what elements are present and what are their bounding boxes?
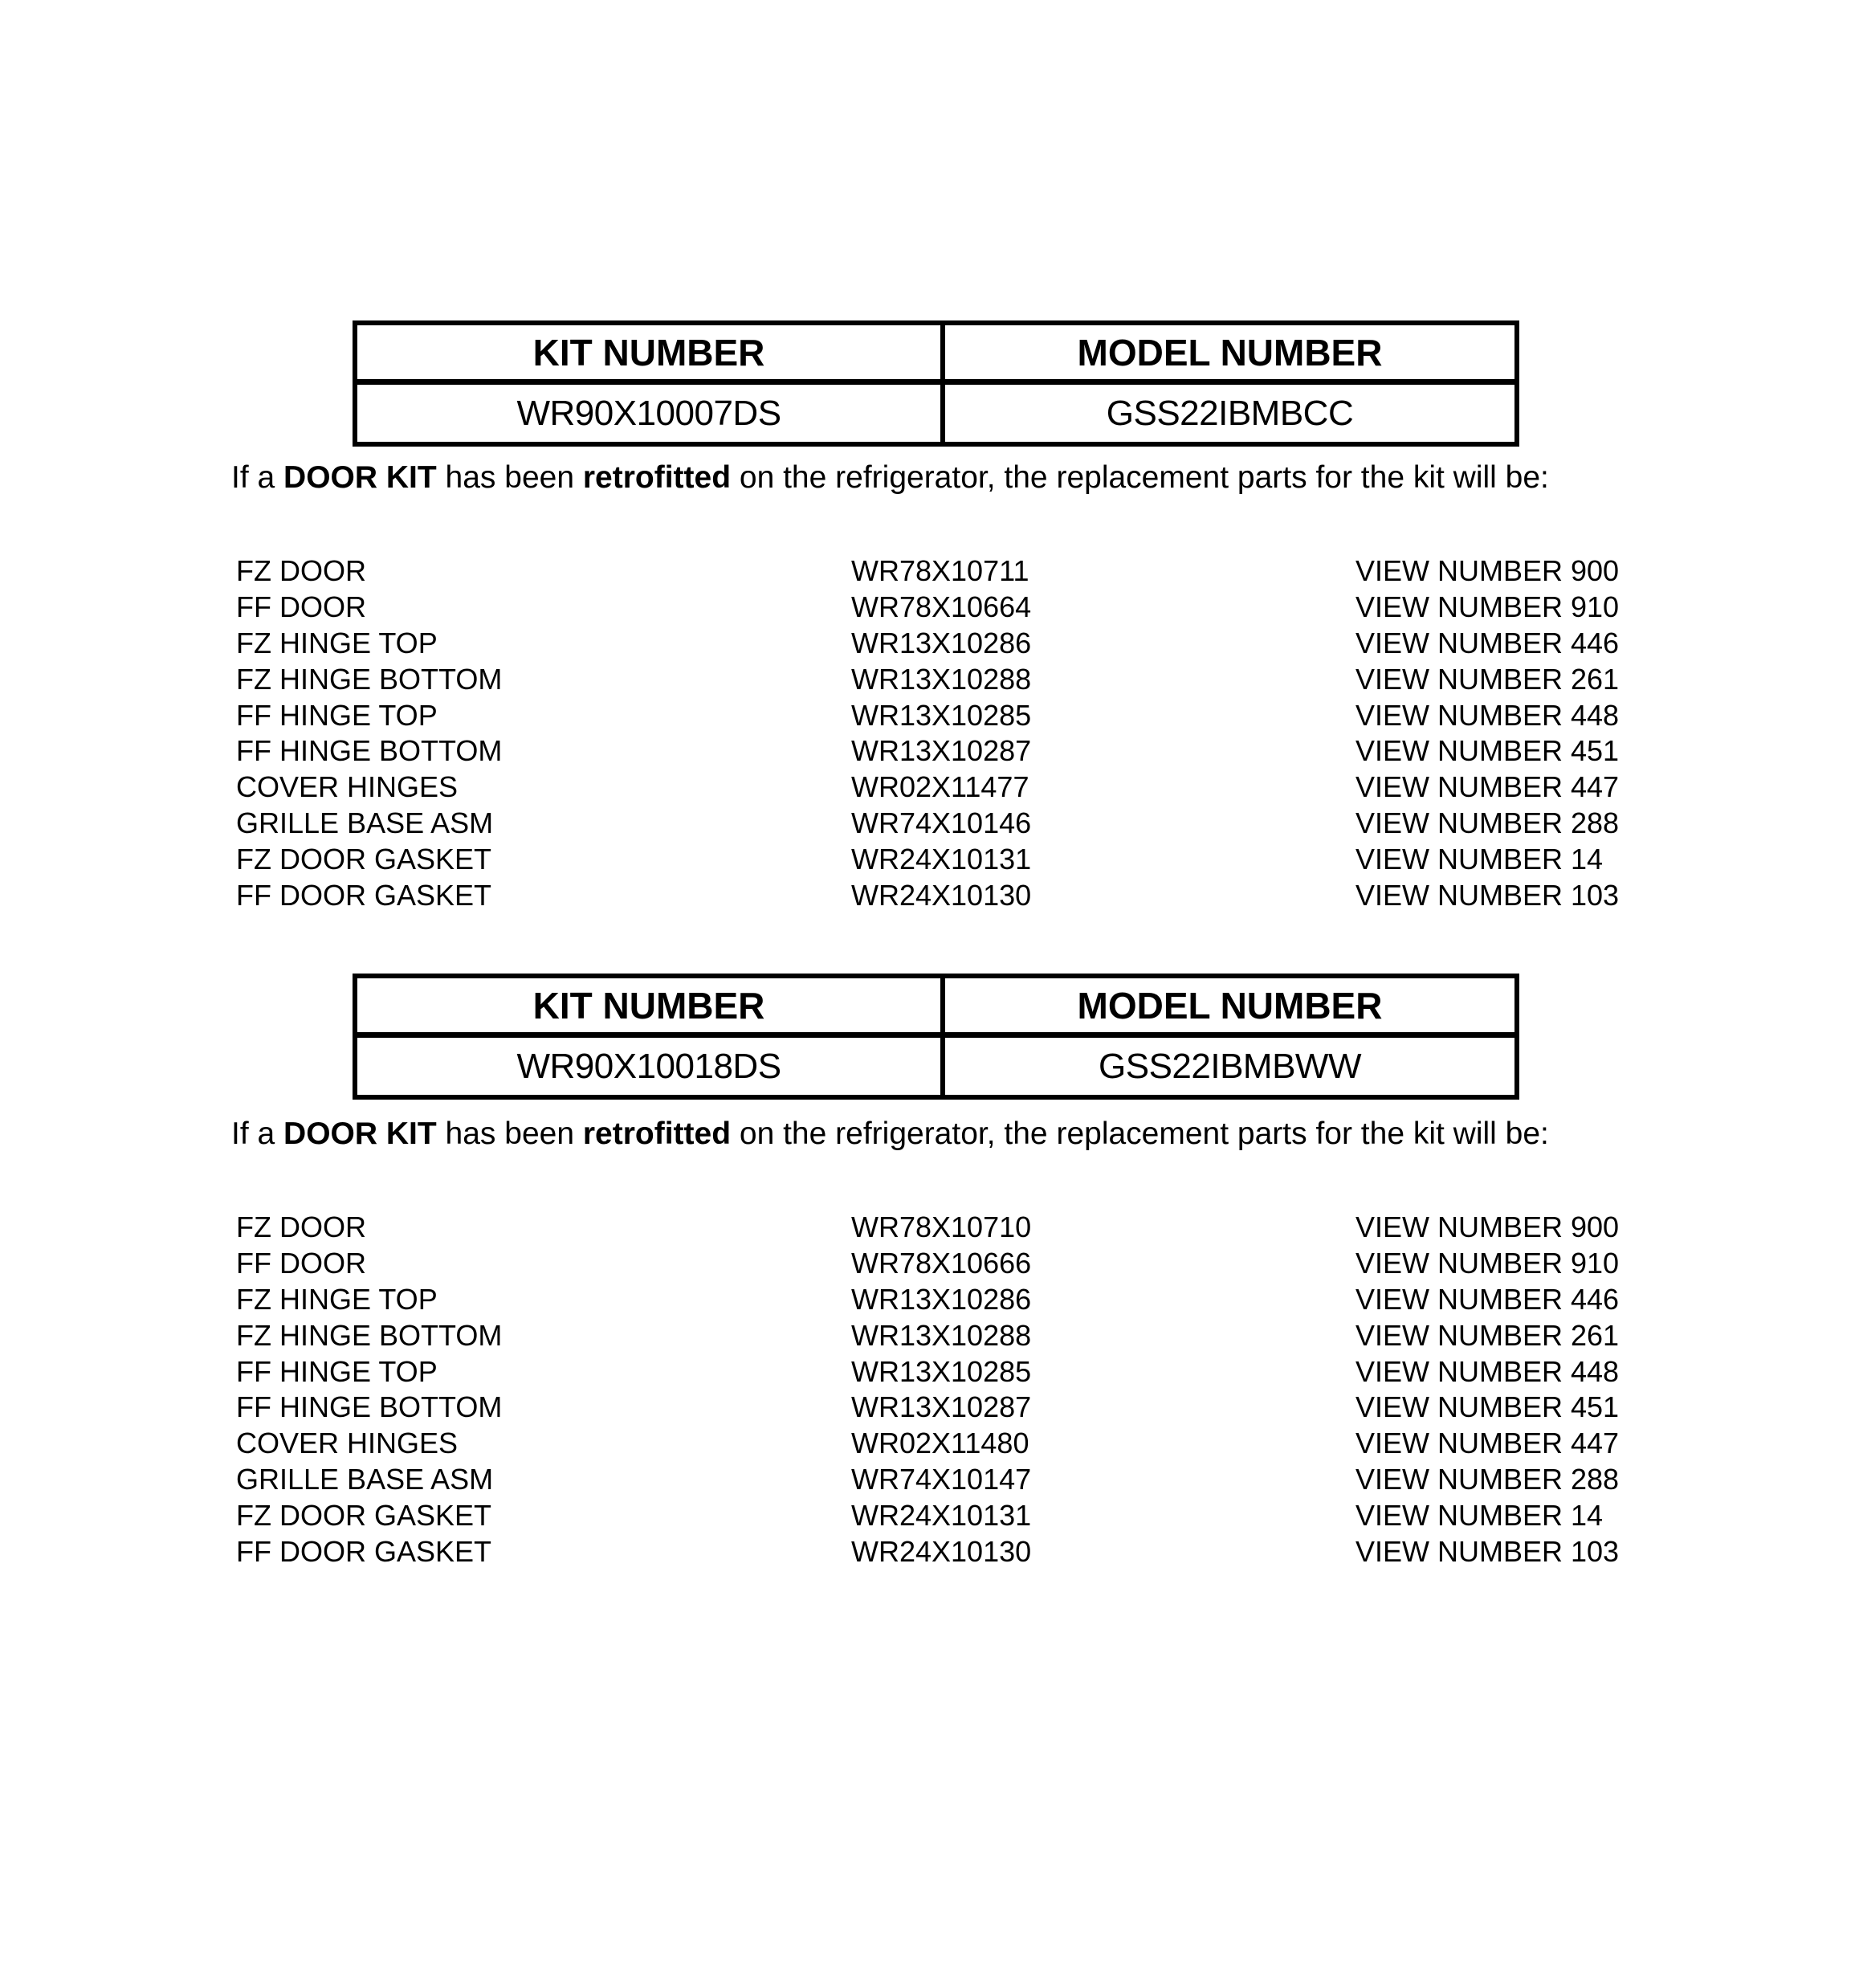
part-row bbox=[236, 590, 1619, 626]
retrofit-note-1 bbox=[231, 462, 1549, 493]
view-number: VIEW NUMBER 447 bbox=[1355, 1427, 1620, 1460]
part-name: COVER HINGES bbox=[236, 1427, 459, 1460]
kit-number-header: KIT NUMBER bbox=[357, 325, 945, 385]
view-number: VIEW NUMBER 261 bbox=[1355, 662, 1620, 696]
part-row bbox=[236, 1497, 1619, 1533]
part-name: FZ HINGE TOP bbox=[236, 1282, 438, 1316]
note-text: on the refrigerator, the replacement parts for the kit will be: bbox=[731, 1116, 1549, 1151]
part-number: WR24X10131 bbox=[851, 1498, 1032, 1532]
part-number: WR13X10287 bbox=[851, 1390, 1032, 1424]
view-number: VIEW NUMBER 448 bbox=[1355, 1354, 1620, 1388]
note-bold-retrofitted: retrofitted bbox=[582, 1116, 732, 1151]
part-number: WR78X10664 bbox=[851, 590, 1032, 624]
part-number: WR78X10711 bbox=[851, 554, 1029, 588]
part-row bbox=[236, 1533, 1619, 1570]
view-number: VIEW NUMBER 900 bbox=[1355, 554, 1620, 588]
part-name: FF DOOR GASKET bbox=[236, 1534, 492, 1568]
part-row bbox=[236, 769, 1619, 806]
part-number: WR78X10666 bbox=[851, 1247, 1032, 1280]
part-name: FZ HINGE BOTTOM bbox=[236, 1318, 503, 1352]
part-number: WR13X10288 bbox=[851, 662, 1032, 696]
view-number: VIEW NUMBER 14 bbox=[1355, 1498, 1604, 1532]
part-number: WR13X10285 bbox=[851, 698, 1032, 732]
model-number-header: MODEL NUMBER bbox=[945, 978, 1514, 1038]
kit-number-header: KIT NUMBER bbox=[357, 978, 945, 1038]
kit-model-table-value-row bbox=[357, 385, 1514, 442]
part-number: WR74X10147 bbox=[851, 1462, 1032, 1496]
part-row bbox=[236, 806, 1619, 842]
part-number: WR13X10285 bbox=[851, 1354, 1032, 1388]
part-name: FF HINGE BOTTOM bbox=[236, 734, 503, 768]
view-number: VIEW NUMBER 451 bbox=[1355, 734, 1620, 768]
part-row bbox=[236, 553, 1619, 590]
view-number: VIEW NUMBER 261 bbox=[1355, 1318, 1620, 1352]
part-name: FF HINGE BOTTOM bbox=[236, 1390, 503, 1424]
part-name: FZ HINGE BOTTOM bbox=[236, 662, 503, 696]
kit-model-table-2 bbox=[353, 974, 1519, 1100]
part-row bbox=[236, 1462, 1619, 1498]
part-name: GRILLE BASE ASM bbox=[236, 806, 494, 839]
part-number: WR13X10288 bbox=[851, 1318, 1032, 1352]
view-number: VIEW NUMBER 910 bbox=[1355, 1247, 1620, 1280]
kit-number-value: WR90X10007DS bbox=[357, 385, 945, 442]
note-text: has been bbox=[436, 1116, 583, 1151]
note-text: If a bbox=[231, 460, 284, 495]
part-row bbox=[236, 1390, 1619, 1426]
part-row bbox=[236, 841, 1619, 877]
view-number: VIEW NUMBER 447 bbox=[1355, 770, 1620, 804]
view-number: VIEW NUMBER 288 bbox=[1355, 806, 1620, 839]
note-bold-door-kit: DOOR KIT bbox=[283, 460, 437, 495]
part-number: WR24X10131 bbox=[851, 842, 1032, 876]
part-name: FF DOOR bbox=[236, 590, 366, 624]
part-number: WR02X11480 bbox=[851, 1427, 1029, 1460]
view-number: VIEW NUMBER 446 bbox=[1355, 626, 1620, 659]
kit-number-value: WR90X10018DS bbox=[357, 1038, 945, 1095]
model-number-value: GSS22IBMBCC bbox=[1106, 393, 1354, 433]
part-row bbox=[236, 661, 1619, 697]
part-number: WR13X10286 bbox=[851, 626, 1032, 659]
model-number-header: MODEL NUMBER bbox=[945, 325, 1514, 385]
kit-model-table-value-row bbox=[357, 1038, 1514, 1095]
view-number: VIEW NUMBER 448 bbox=[1355, 698, 1620, 732]
part-row bbox=[236, 1210, 1619, 1246]
part-name: FZ DOOR bbox=[236, 1210, 366, 1244]
model-number-value: GSS22IBMBWW bbox=[1099, 1046, 1361, 1086]
part-number: WR24X10130 bbox=[851, 878, 1032, 912]
part-name: FZ DOOR bbox=[236, 554, 366, 588]
part-name: GRILLE BASE ASM bbox=[236, 1462, 494, 1496]
part-name: FF DOOR bbox=[236, 1247, 366, 1280]
parts-list-1 bbox=[236, 553, 1619, 913]
part-row bbox=[236, 1246, 1619, 1282]
note-text: on the refrigerator, the replacement parts for the kit will be: bbox=[731, 460, 1549, 495]
view-number: VIEW NUMBER 451 bbox=[1355, 1390, 1620, 1424]
view-number: VIEW NUMBER 446 bbox=[1355, 1282, 1620, 1316]
note-text: has been bbox=[436, 460, 583, 495]
part-row bbox=[236, 1426, 1619, 1462]
part-row bbox=[236, 1282, 1619, 1318]
part-number: WR78X10710 bbox=[851, 1210, 1032, 1244]
part-name: COVER HINGES bbox=[236, 770, 459, 804]
part-number: WR13X10286 bbox=[851, 1282, 1032, 1316]
part-row bbox=[236, 626, 1619, 662]
part-name: FF HINGE TOP bbox=[236, 698, 438, 732]
kit-model-table-header-row bbox=[357, 325, 1514, 385]
part-row bbox=[236, 697, 1619, 733]
view-number: VIEW NUMBER 910 bbox=[1355, 590, 1620, 624]
kit-model-table-1 bbox=[353, 320, 1519, 447]
retrofit-note-2 bbox=[231, 1118, 1549, 1149]
view-number: VIEW NUMBER 288 bbox=[1355, 1462, 1620, 1496]
part-name: FF DOOR GASKET bbox=[236, 878, 492, 912]
part-name: FF HINGE TOP bbox=[236, 1354, 438, 1388]
part-number: WR74X10146 bbox=[851, 806, 1032, 839]
view-number: VIEW NUMBER 900 bbox=[1355, 1210, 1620, 1244]
part-row bbox=[236, 733, 1619, 769]
part-number: WR24X10130 bbox=[851, 1534, 1032, 1568]
part-name: FZ DOOR GASKET bbox=[236, 842, 492, 876]
part-row bbox=[236, 1317, 1619, 1353]
part-row bbox=[236, 877, 1619, 913]
part-number: WR13X10287 bbox=[851, 734, 1032, 768]
view-number: VIEW NUMBER 103 bbox=[1355, 878, 1620, 912]
view-number: VIEW NUMBER 14 bbox=[1355, 842, 1604, 876]
note-bold-retrofitted: retrofitted bbox=[582, 460, 732, 495]
part-name: FZ HINGE TOP bbox=[236, 626, 438, 659]
parts-list-2 bbox=[236, 1210, 1619, 1570]
note-bold-door-kit: DOOR KIT bbox=[283, 1116, 437, 1151]
view-number: VIEW NUMBER 103 bbox=[1355, 1534, 1620, 1568]
note-text: If a bbox=[231, 1116, 284, 1151]
part-number: WR02X11477 bbox=[851, 770, 1029, 804]
part-row bbox=[236, 1353, 1619, 1390]
part-name: FZ DOOR GASKET bbox=[236, 1498, 492, 1532]
kit-model-table-header-row bbox=[357, 978, 1514, 1038]
